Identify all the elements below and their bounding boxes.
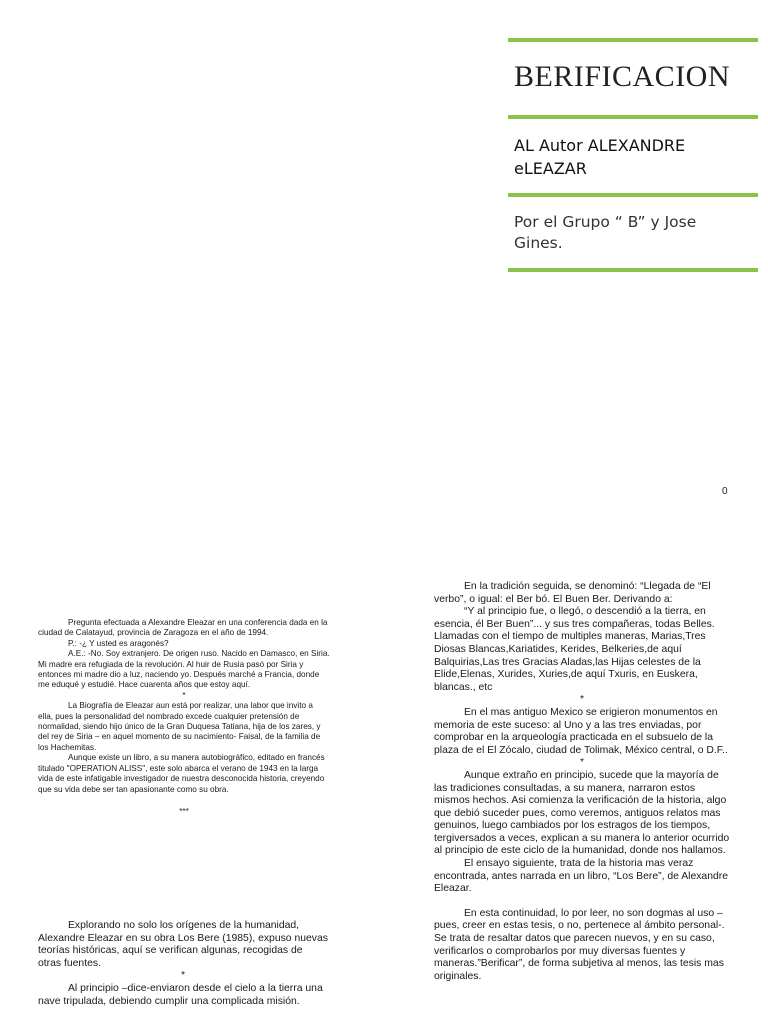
separator-star: * bbox=[180, 970, 186, 982]
right-column-body bbox=[434, 581, 730, 983]
subtitle-line: AL Autor ALEXANDRE bbox=[514, 136, 686, 155]
document-subtitle bbox=[514, 134, 764, 180]
cover-rule-3 bbox=[508, 193, 758, 197]
byline-line: Por el Grupo “ B” y Jose bbox=[514, 213, 697, 231]
subtitle-line: eLEAZAR bbox=[514, 159, 587, 178]
document-title: BERIFICACION bbox=[514, 60, 731, 93]
paragraph: En esta continuidad, lo por leer, no son dogmas al uso –pues, creer en estas tesis, o no, pertenece al ámbito personal-. Se trata de resaltar datos que parecen nuevos, y en su caso, verificarlos o comprobarlos por muy diversas fuentes y maneras.”Berificar”, de forma subjetiva al menos, las tesis mas originales. bbox=[434, 907, 725, 982]
cover-rule-2 bbox=[508, 115, 758, 119]
paragraph: P.: -¿ Y usted es aragonés? bbox=[68, 638, 169, 648]
separator-star: * bbox=[579, 694, 585, 706]
spacer bbox=[38, 795, 330, 807]
paragraph: A.E.: -No. Soy extranjero. De origen ruso. Nacido en Damasco, en Siria. Mi madre era refugiada de la revolución. Al huir de Rusia pasó por Siria y entonces mi madre dio a luz, naciendo yo. Después marché a Francia, donde me eduqué y estudié. Hace cuarenta años que estoy aquí. bbox=[38, 649, 330, 690]
paragraph: “Y al principio fue, o llegó, o descendió a la tierra, en esencia, él Ber Buen”... y sus tres compañeras, todas Belles. Llamadas con el tiempo de multiples maneras, Marias,Tres Diosas Blancas,Kariatides, Kerides, Belkeries,de aquí Balquirias,Las tres Gracias Aladas,las Hijas celestes de la Elide,Elenas, Xurides, Xuries,de aquí Txuris, en Euskera, blancas., etc bbox=[434, 606, 715, 693]
paragraph: Aunque extraño en principio, sucede que la mayoría de las tradiciones consultadas, a su manera, narraron estos mismos hechos. Asi comienza la verificación de la historia, algo que debió suceder pues, como veremos, antiguos relatos mas genuinos, luego cambiados por los estragos de los tiempos, tergiversados a veces, explican a su manera lo anterior ocurrido al principio de este ciclo de la humanidad, donde nos hallamos. bbox=[434, 769, 730, 857]
paragraph: Aunque existe un libro, a su manera autobiográfico, editado en francés titulado "OPERATION ALISS", este solo abarca el verano de 1943 en la larga vida de este infatigable investigador de nuestra desconocida historia, creyendo que su vida debe ser tan apasionante como su obra. bbox=[38, 753, 325, 794]
page-number: 0 bbox=[722, 486, 728, 497]
paragraph: En el mas antiguo Mexico se erigieron monumentos en memoria de este suceso: al Uno y a las tres enviadas, por comprobar en la arqueología practicada en el subsuelo de la plaza de el El Zócalo, ciudad de Tolimak, México central, o D.F.. bbox=[434, 706, 728, 756]
left-column-body bbox=[38, 920, 328, 1008]
paragraph: Al principio –dice-enviaron desde el cielo a la tierra una nave tripulada, debiendo cumplir una complicada misión. bbox=[38, 982, 323, 1007]
cover-rule-top bbox=[508, 38, 758, 42]
left-column-intro bbox=[38, 618, 330, 817]
paragraph: Pregunta efectuada a Alexandre Eleazar en una conferencia dada en la ciudad de Calatayud, provincia de Zaragoza en el año de 1994. bbox=[38, 618, 328, 638]
document-byline bbox=[514, 212, 764, 254]
paragraph: En la tradición seguida, se denominó: “Llegada de “El verbo”, o igual: el Ber bó. El Buen Ber. Derivando a: bbox=[434, 581, 711, 605]
spacer bbox=[434, 896, 730, 908]
separator-star: * bbox=[579, 757, 585, 769]
paragraph: Explorando no solo los orígenes de la humanidad, Alexandre Eleazar en su obra Los Bere (1985), expuso nuevas teorías históricas, aquí se verifican algunas, recogidas de otras fuentes. bbox=[38, 920, 328, 969]
paragraph: El ensayo siguiente, trata de la historia mas veraz encontrada, antes narrada en un libro, “Los Bere”, de Alexandre Eleazar. bbox=[434, 858, 729, 895]
cover-rule-bottom bbox=[508, 268, 758, 272]
separator-stars: *** bbox=[179, 806, 189, 816]
byline-line: Gines. bbox=[514, 234, 563, 252]
separator-star: * bbox=[182, 690, 186, 700]
paragraph: La Biografía de Eleazar aun está por realizar, una labor que invito a ella, pues la personalidad del nombrado excede cualquier pretensión de normalidad, siendo hijo único de la Gran Duquesa Tatiana, hija de los zares, y del rey de Siria – en aquel momento de su nacimiento- Faisal, de la familia de los Hachemitas. bbox=[38, 701, 321, 752]
